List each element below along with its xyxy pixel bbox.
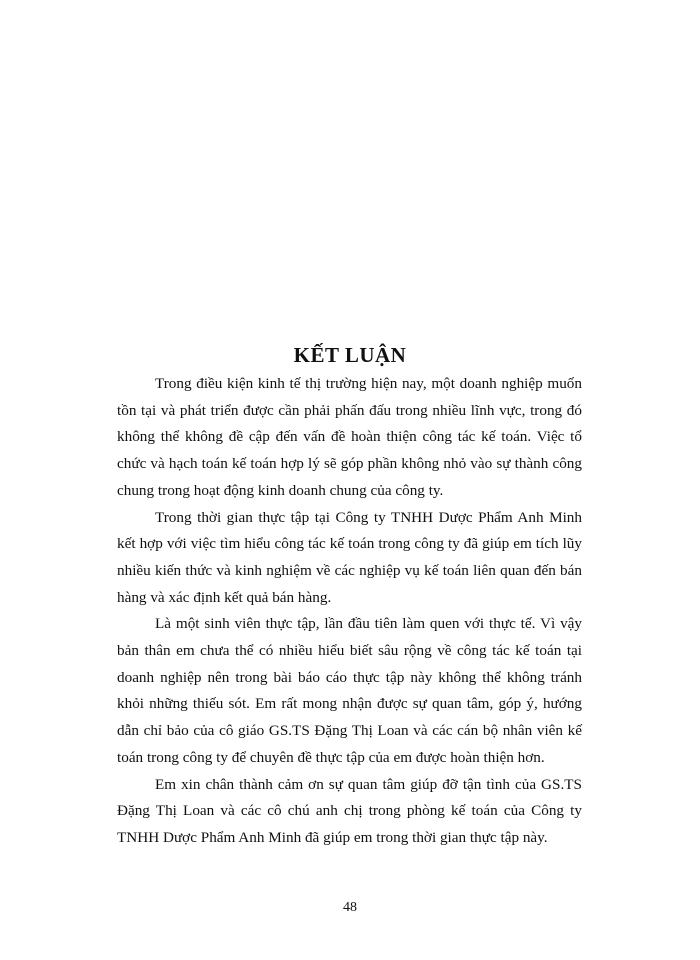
page-title: KẾT LUẬN: [293, 343, 407, 367]
paragraph-4: Em xin chân thành cảm ơn sự quan tâm giúp đỡ tận tình của GS.TS Đặng Thị Loan và các cô chú anh chị trong phòng kế toán của Công ty TNHH Dược Phẩm Anh Minh đã giúp em trong thời gian thực tập này.: [117, 775, 582, 846]
paragraph-2: Trong thời gian thực tập tại Công ty TNHH Dược Phẩm Anh Minh kết hợp với việc tìm hiểu công tác kế toán trong công ty đã giúp em tích lũy nhiều kiến thức và kinh nghiệm về các nghiệp vụ kế toán liên quan đến bán hàng và xác định kết quả bán hàng.: [117, 508, 582, 606]
paragraph-3: Là một sinh viên thực tập, lần đầu tiên làm quen với thực tế. Vì vậy bản thân em chưa thể có nhiều hiểu biết sâu rộng về công tác kế toán tại doanh nghiệp nên trong bài báo cáo thực tập này không thể không tránh khỏi những thiếu sót. Em rất mong nhận được sự quan tâm, góp ý, hướng dẫn chỉ bảo của cô giáo GS.TS Đặng Thị Loan và các cán bộ nhân viên kế toán trong công ty để chuyên đề thực tập của em được hoàn thiện hơn.: [117, 615, 582, 766]
page-number: 48: [343, 900, 357, 915]
body-text: [117, 371, 582, 852]
paragraph-1: Trong điều kiện kinh tế thị trường hiện nay, một doanh nghiệp muốn tồn tại và phát triển được cần phải phấn đấu trong nhiều lĩnh vực, trong đó không thể không đề cập đến vấn đề hoàn thiện công tác kế toán. Việc tổ chức và hạch toán kế toán hợp lý sẽ góp phần không nhỏ vào sự thành công chung trong hoạt động kinh doanh chung của công ty.: [117, 375, 582, 499]
